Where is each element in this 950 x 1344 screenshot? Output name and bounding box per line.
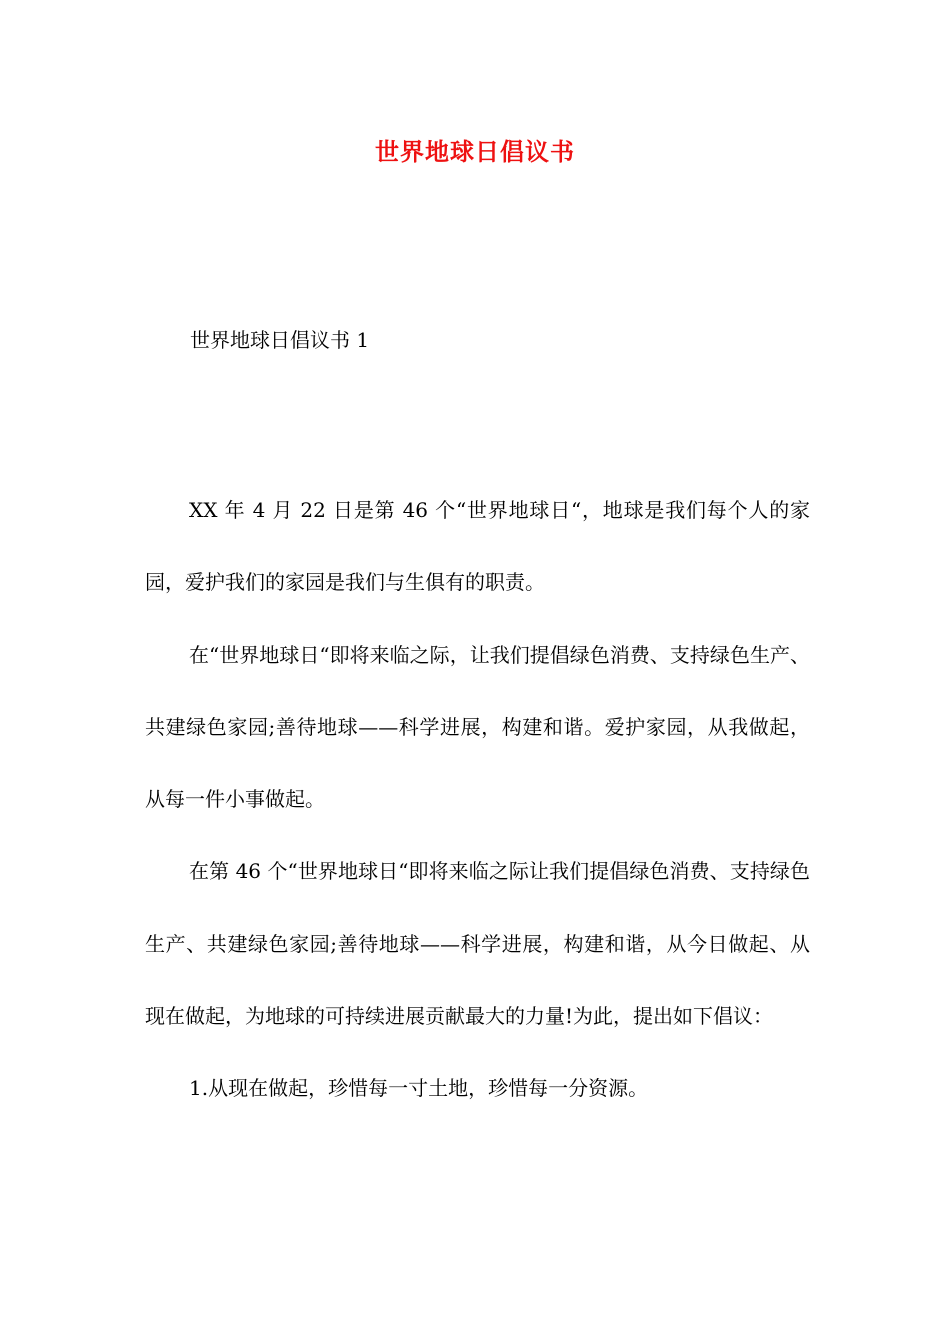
paragraph-proposal-intro: 在第 46 个“世界地球日“即将来临之际让我们提倡绿色消费、支持绿色生产、共建绿色家园;善待地球——科学进展，构建和谐，从今日做起、从现在做起，为地球的可持续进展贡献最大的力量!为此，提出如下倡议： bbox=[145, 859, 810, 1029]
document-title: 世界地球日倡议书 bbox=[375, 138, 575, 166]
document-body bbox=[145, 474, 810, 1125]
paragraph-proposal-1: 1.从现在做起，珍惜每一寸土地，珍惜每一分资源。 bbox=[189, 1076, 649, 1101]
paragraph-green-home: 在“世界地球日“即将来临之际，让我们提倡绿色消费、支持绿色生产、共建绿色家园;善待地球——科学进展，构建和谐。爱护家园，从我做起，从每一件小事做起。 bbox=[145, 642, 810, 812]
section-heading: 世界地球日倡议书 1 bbox=[190, 328, 370, 352]
paragraph-date-intro: XX 年 4 月 22 日是第 46 个“世界地球日“，地球是我们每个人的家园，爱护我们的家园是我们与生俱有的职责。 bbox=[145, 498, 810, 595]
